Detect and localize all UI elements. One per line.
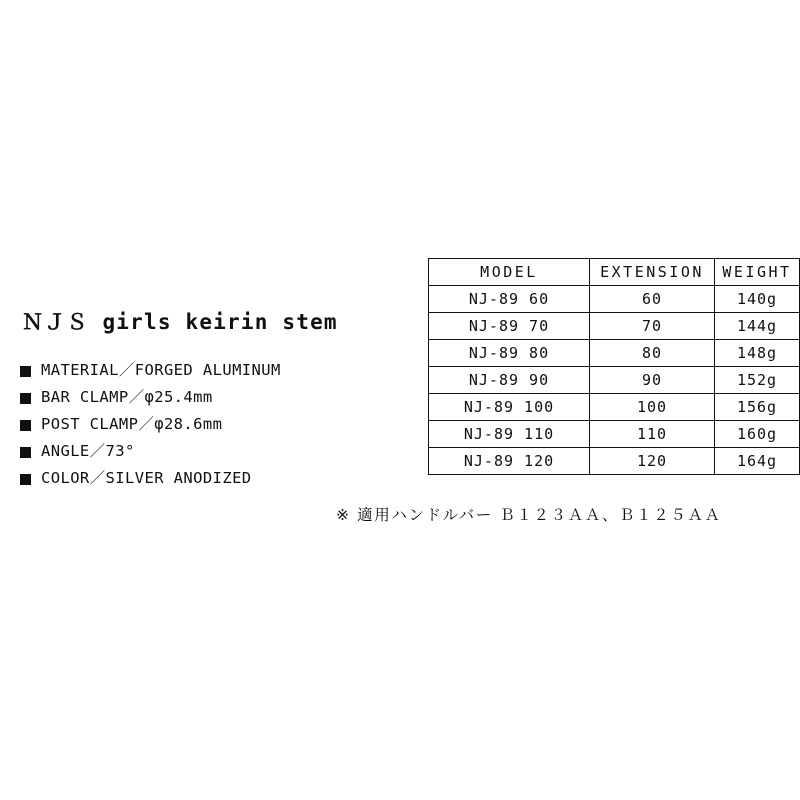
spec-angle: ANGLE／73°: [41, 442, 135, 461]
spec-post-clamp: POST CLAMP／φ28.6mm: [41, 415, 223, 434]
list-item: [20, 362, 380, 379]
cell-weight: 156g: [715, 394, 800, 421]
list-item: [20, 389, 380, 406]
cell-model: NJ-89 80: [429, 340, 590, 367]
table-row: [429, 340, 800, 367]
square-bullet-icon: [20, 366, 31, 377]
cell-weight: 144g: [715, 313, 800, 340]
cell-model: NJ-89 110: [429, 421, 590, 448]
cell-extension: 60: [590, 286, 715, 313]
cell-weight: 160g: [715, 421, 800, 448]
list-item: [20, 443, 380, 460]
table-row: [429, 313, 800, 340]
table-header-row: [429, 259, 800, 286]
table-row: [429, 448, 800, 475]
square-bullet-icon: [20, 393, 31, 404]
cell-model: NJ-89 90: [429, 367, 590, 394]
cell-weight: 152g: [715, 367, 800, 394]
spec-bar-clamp: BAR CLAMP／φ25.4mm: [41, 388, 213, 407]
spec-material: MATERIAL／FORGED ALUMINUM: [41, 361, 281, 379]
cell-extension: 80: [590, 340, 715, 367]
cell-weight: 164g: [715, 448, 800, 475]
square-bullet-icon: [20, 447, 31, 458]
column-header-extension: EXTENSION: [590, 259, 715, 286]
column-header-model: MODEL: [429, 259, 590, 286]
specification-list: [20, 362, 380, 487]
model-table: [428, 258, 800, 475]
cell-weight: 148g: [715, 340, 800, 367]
cell-model: NJ-89 100: [429, 394, 590, 421]
cell-weight: 140g: [715, 286, 800, 313]
column-header-weight: WEIGHT: [715, 259, 800, 286]
page-title: ＮＪＳ girls keirin stem: [22, 310, 338, 334]
cell-extension: 90: [590, 367, 715, 394]
footnote-compatible-handlebar: ※ 適用ハンドルバー Ｂ１２３ＡＡ、Ｂ１２５ＡＡ: [336, 506, 722, 524]
list-item: [20, 416, 380, 433]
table-row: [429, 394, 800, 421]
table-row: [429, 286, 800, 313]
cell-model: NJ-89 120: [429, 448, 590, 475]
cell-model: NJ-89 60: [429, 286, 590, 313]
square-bullet-icon: [20, 420, 31, 431]
square-bullet-icon: [20, 474, 31, 485]
cell-model: NJ-89 70: [429, 313, 590, 340]
cell-extension: 120: [590, 448, 715, 475]
model-table-container: [428, 258, 800, 475]
cell-extension: 100: [590, 394, 715, 421]
table-row: [429, 421, 800, 448]
specification-block: [20, 306, 380, 497]
cell-extension: 110: [590, 421, 715, 448]
list-item: [20, 470, 380, 487]
table-row: [429, 367, 800, 394]
spec-color: COLOR／SILVER ANODIZED: [41, 469, 252, 488]
cell-extension: 70: [590, 313, 715, 340]
